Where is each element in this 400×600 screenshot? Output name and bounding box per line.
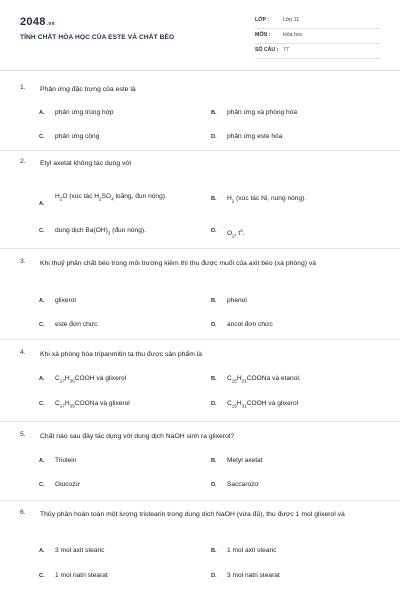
meta-class-key: LỚP : xyxy=(255,17,270,23)
meta-class-value: Lớp 11 xyxy=(283,17,299,23)
meta-subject-value: Hóa học xyxy=(283,32,303,38)
question-number: 2. xyxy=(20,158,26,165)
question-divider xyxy=(0,248,400,249)
question-divider xyxy=(0,150,400,151)
question-number: 4. xyxy=(20,349,26,356)
question-text: Phản ứng đặc trưng của este là xyxy=(40,86,136,93)
question-number: 3. xyxy=(20,258,26,265)
question-divider xyxy=(0,339,400,340)
question-text: Khi xà phòng hóa tripanmitin ta thu được sản phẩm là xyxy=(40,351,203,358)
question-number: 6. xyxy=(20,509,26,516)
document-title: TÍNH CHẤT HÓA HỌC CỦA ESTE VÀ CHẤT BÉO xyxy=(20,34,175,41)
question-number: 1. xyxy=(20,84,26,91)
question-text: Khi thuỷ phân chất béo trong môi trường kiềm thì thu được muối của axit béo (xà phòng) và xyxy=(40,260,317,267)
question-text: Thủy phân hoàn toàn một lượng tristearin trong dung dịch NaOH (vừa đủ), thu được 1 mol glixerol và xyxy=(40,511,345,518)
question-divider xyxy=(0,500,400,501)
meta-count-value: 77 xyxy=(283,47,289,53)
question-divider xyxy=(0,421,400,422)
exam-page: 2048.vn TÍNH CHẤT HÓA HỌC CỦA ESTE VÀ CHẤT BÉO LỚP : Lớp 11 MÔN : Hóa học SỐ CÂU : 77 1. Phản ứng đặc trưng của este là A. phản ứng trùng hợp B. phản ứng xà phòng hóa C. phản ứng cộng D. phản ứng este hóa 2. Etyl axetat không tác dụng với A. $H_2O$ (xúc tác $H_2SO_4$ loãng, đun nóng). B. $H_2$ (xúc tác Ni, nung nóng). C. dung dịch $Ba(OH)_2$ (đun nóng). D. $O_2$, $t^o$. 3. Khi thuỷ phân chất béo trong môi trường kiềm thì thu được muối của axit béo (xà phòng) và A. glixerol B. phenol C. este đơn chức D. ancol đơn chức 4. Khi xà phòng hóa tripanmitin ta thu được sản phẩm là A. $C_{17}H_{35}COOH$ và glixerol B. $C_{15}H_{31}COONa$ và etanol. C. $C_{17}H_{35}COONa$ và glixerol D. $C_{15}H_{31}COOH$ và glixerol 5. Chất nào sau đây tác dụng với dung dịch NaOH sinh ra glixerol? A. Triolein B. Metyl axetat C. Glucozơ D. Saccarozơ 6. Thủy phân hoàn toàn một lượng tristearin trong dung dịch NaOH (vừa đủ), thu được 1 mol glixerol và A. 3 mol axit stearic B. 1 mol axit stearic C. 1 mol natri stearat D. 3 mol natri stearat xyxy=(0,0,400,600)
meta-count xyxy=(255,44,380,59)
meta-subject xyxy=(255,29,380,44)
page-header xyxy=(0,0,400,72)
meta-count-key: SỐ CÂU : xyxy=(255,47,279,53)
meta-subject-key: MÔN : xyxy=(255,32,271,38)
meta-class xyxy=(255,14,380,29)
header-divider xyxy=(0,70,400,71)
question-text: Chất nào sau đây tác dụng với dung dịch NaOH sinh ra glixerol? xyxy=(40,433,235,440)
question-text: Etyl axetat không tác dụng với xyxy=(40,160,132,167)
question-number: 5. xyxy=(20,431,26,438)
site-logo[interactable]: 2048.vn xyxy=(20,16,55,28)
